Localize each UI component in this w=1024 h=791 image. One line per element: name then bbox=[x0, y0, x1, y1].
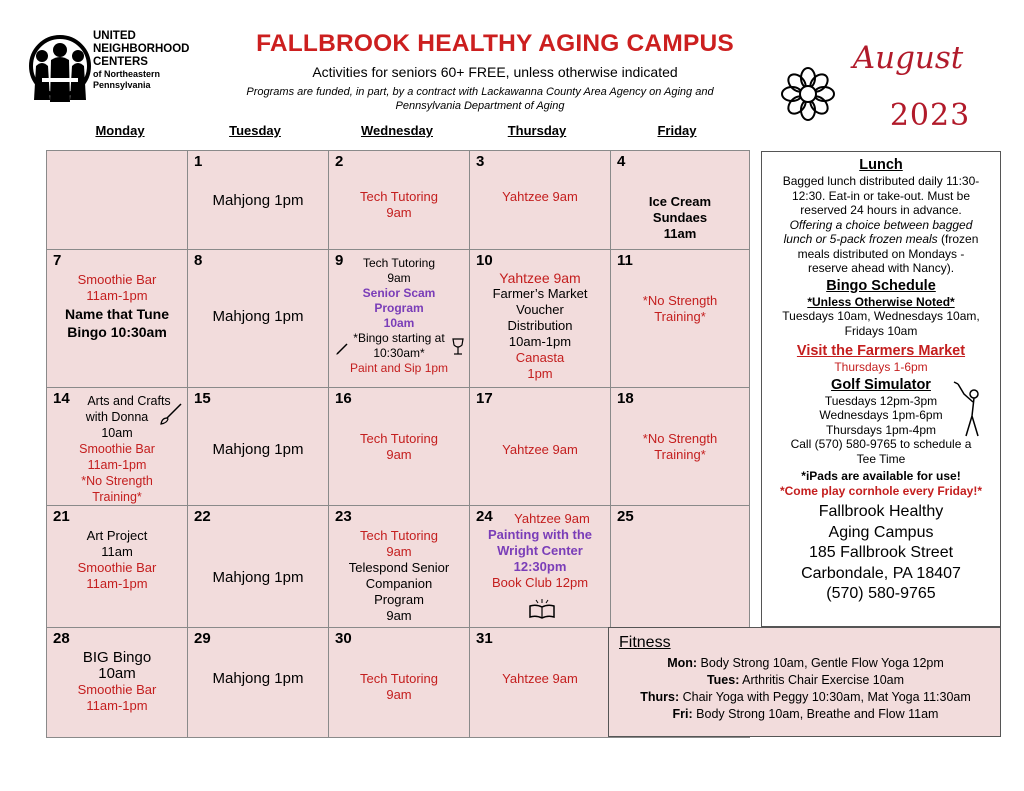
calendar-cell: 1 Mahjong 1pm bbox=[187, 150, 329, 250]
fitness-thursday: Thurs: Chair Yoga with Peggy 10:30am, Mat Yoga 11:30am bbox=[640, 690, 971, 704]
cornhole-note: *Come play cornhole every Friday!* bbox=[779, 483, 983, 498]
lunch-text: reserve ahead with Nancy). bbox=[807, 261, 955, 275]
calendar-cell: 3 Yahtzee 9am bbox=[469, 150, 611, 250]
lunch-heading: Lunch bbox=[859, 157, 903, 173]
calendar-cell: 25 bbox=[610, 505, 750, 628]
fitness-heading: Fitness bbox=[619, 634, 671, 651]
paintbrush-icon bbox=[159, 402, 183, 426]
subtitle: Activities for seniors 60+ FREE, unless otherwise indicated bbox=[312, 64, 678, 80]
fitness-friday: Fri: Body Strong 10am, Breathe and Flow 11am bbox=[672, 707, 939, 721]
people-logo-icon bbox=[28, 30, 92, 106]
calendar-cell: 16 Tech Tutoring 9am bbox=[328, 387, 470, 506]
bingo-text: Fridays 10am bbox=[844, 323, 918, 338]
day-header-tuesday: Tuesday bbox=[229, 123, 281, 138]
calendar-cell: 24 Yahtzee 9am Painting with the Wright Center 12:30pm Book Club 12pm bbox=[469, 505, 611, 628]
calendar-cell-empty bbox=[46, 150, 188, 250]
lunch-text: meals distributed on Mondays - bbox=[797, 246, 965, 261]
golfer-icon bbox=[952, 380, 988, 442]
calendar-cell: 11 *No Strength Training* bbox=[610, 249, 750, 388]
page-title: FALLBROOK HEALTHY AGING CAMPUS bbox=[256, 30, 734, 57]
golf-text: Tee Time bbox=[856, 451, 906, 466]
lunch-text: lunch or 5-pack frozen meals (frozen bbox=[783, 232, 979, 246]
calendar-cell: 31 Yahtzee 9am bbox=[469, 627, 611, 738]
calendar-cell: 2 Tech Tutoring 9am bbox=[328, 150, 470, 250]
farmers-market-text: Thursdays 1-6pm bbox=[834, 360, 928, 374]
day-header-monday: Monday bbox=[95, 123, 145, 138]
calendar-cell: 14 Arts and Crafts with Donna 10am Smoothie Bar 11am-1pm *No Strength Training* bbox=[46, 387, 188, 506]
address: Fallbrook Healthy Aging Campus 185 Fallbrook Street Carbondale, PA 18407 (570) 580-9765 bbox=[801, 503, 961, 602]
golf-text: Wednesdays 1pm-6pm bbox=[819, 408, 943, 422]
bingo-note: *Unless Otherwise Noted* bbox=[807, 294, 955, 309]
golf-text: Tuesdays 12pm-3pm bbox=[824, 393, 938, 408]
day-header-thursday: Thursday bbox=[507, 123, 567, 138]
calendar-cell: 30 Tech Tutoring 9am bbox=[328, 627, 470, 738]
fitness-box bbox=[608, 627, 1001, 737]
calendar-cell: 9 Tech Tutoring 9am Senior Scam Program 10am *Bingo starting at 10:30am* Paint and Sip 1pm bbox=[328, 249, 470, 388]
calendar-cell: 29 Mahjong 1pm bbox=[187, 627, 329, 738]
calendar-cell: 10 Yahtzee 9am Farmer’s Market Voucher Distribution 10am-1pm Canasta 1pm bbox=[469, 249, 611, 388]
lunch-text: 12:30. Eat-in or take-out. Must be bbox=[791, 188, 971, 203]
lunch-text: reserved 24 hours in advance. bbox=[800, 203, 962, 217]
lunch-text: Bagged lunch distributed daily 11:30- bbox=[782, 174, 980, 188]
paintbrush-icon bbox=[335, 342, 349, 356]
bingo-text: Tuesdays 10am, Wednesdays 10am, bbox=[782, 309, 980, 323]
bingo-heading: Bingo Schedule bbox=[826, 277, 936, 294]
calendar-cell: 28 BIG Bingo 10am Smoothie Bar 11am-1pm bbox=[46, 627, 188, 738]
year-label: 2023 bbox=[889, 98, 971, 133]
calendar-cell: 8 Mahjong 1pm bbox=[187, 249, 329, 388]
month-label: August bbox=[852, 40, 964, 76]
flower-icon bbox=[780, 66, 836, 122]
golf-text: Call (570) 580-9765 to schedule a bbox=[790, 437, 972, 451]
calendar-cell: 21 Art Project 11am Smoothie Bar 11am-1pm bbox=[46, 505, 188, 628]
day-header-wednesday: Wednesday bbox=[360, 123, 433, 138]
calendar-cell: 23 Tech Tutoring 9am Telespond Senior Companion Program 9am bbox=[328, 505, 470, 628]
fitness-tuesday: Tues: Arthritis Chair Exercise 10am bbox=[706, 673, 905, 687]
lunch-text: Offering a choice between bagged bbox=[789, 217, 973, 232]
calendar-cell: 17 Yahtzee 9am bbox=[469, 387, 611, 506]
farmers-market-heading: Visit the Farmers Market bbox=[796, 343, 966, 359]
logo-text: UNITED NEIGHBORHOOD CENTERS of Northeastern Pennsylvania bbox=[93, 30, 190, 90]
calendar-cell: 18 *No Strength Training* bbox=[610, 387, 750, 506]
wine-glass-icon bbox=[451, 338, 465, 356]
calendar-cell: 22 Mahjong 1pm bbox=[187, 505, 329, 628]
calendar-cell: 7 Smoothie Bar 11am-1pm Name that Tune Bingo 10:30am bbox=[46, 249, 188, 388]
info-panel bbox=[761, 151, 1001, 627]
golf-text: Thursdays 1pm-4pm bbox=[825, 422, 937, 437]
calendar-cell: 4 Ice Cream Sundaes 11am bbox=[610, 150, 750, 250]
day-header-friday: Friday bbox=[657, 123, 697, 138]
fitness-monday: Mon: Body Strong 10am, Gentle Flow Yoga 12pm bbox=[667, 656, 944, 670]
open-book-icon bbox=[528, 598, 556, 620]
calendar-cell: 15 Mahjong 1pm bbox=[187, 387, 329, 506]
ipads-note: *iPads are available for use! bbox=[801, 469, 961, 483]
golf-heading: Golf Simulator bbox=[831, 376, 931, 393]
funding-note: Programs are funded, in part, by a contract with Lackawanna County Area Agency on Aging and Pennsylvania Department of Aging bbox=[246, 86, 714, 112]
